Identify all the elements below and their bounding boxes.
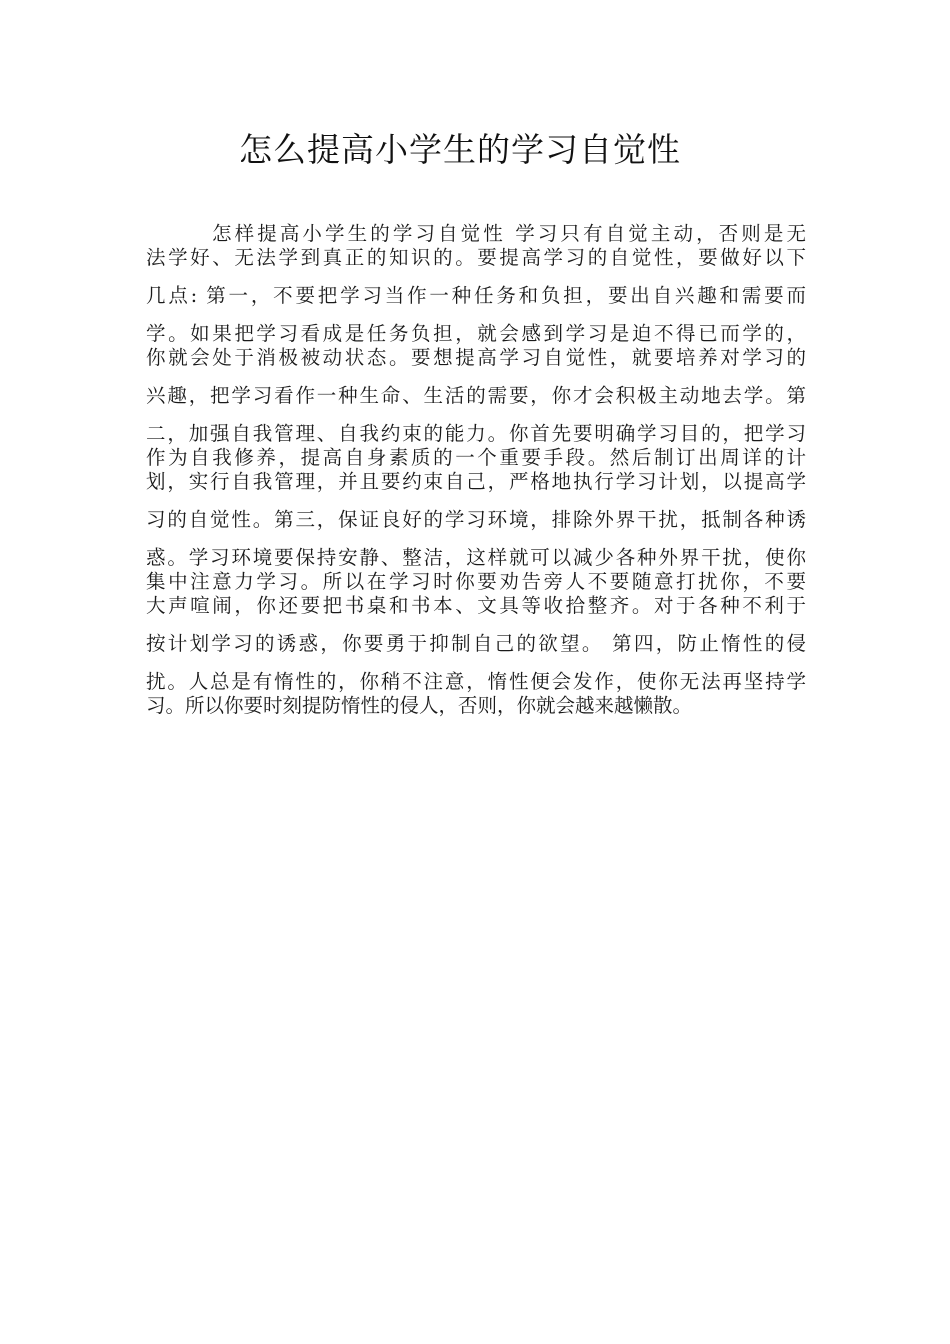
body-line: 习。所以你要时刻提防惰性的侵人，否则，你就会越来越懒散。: [146, 694, 693, 717]
body-line: 扰。人总是有惰性的，你稍不注意，惰性便会发作，使你无法再坚持学: [146, 670, 806, 693]
body-line: 惑。学习环境要保持安静、整洁，这样就可以减少各种外界干扰，使你: [146, 546, 806, 569]
document-title: 怎么提高小学生的学习自觉性: [239, 130, 681, 169]
body-line: 学。如果把学习看成是任务负担，就会感到学习是迫不得已而学的，: [146, 322, 806, 345]
body-line: 法学好、无法学到真正的知识的。要提高学习的自觉性，要做好以下: [146, 246, 806, 269]
body-line: 几点: 第一，不要把学习当作一种任务和负担，要出自兴趣和需要而: [146, 284, 806, 307]
body-line: 习的自觉性。第三，保证良好的学习环境，排除外界干扰，抵制各种诱: [146, 508, 806, 531]
body-line: 集中注意力学习。所以在学习时你要劝告旁人不要随意打扰你，不要: [146, 570, 806, 593]
body-line: 怎样提高小学生的学习自觉性 学习只有自觉主动，否则是无: [212, 222, 806, 245]
body-line: 按计划学习的诱惑，你要勇于抑制自己的欲望。 第四，防止惰性的侵: [146, 632, 806, 655]
body-line: 二，加强自我管理、自我约束的能力。你首先要明确学习目的，把学习: [146, 422, 806, 445]
body-line: 划，实行自我管理，并且要约束自己，严格地执行学习计划，以提高学: [146, 470, 806, 493]
body-line: 你就会处于消极被动状态。要想提高学习自觉性，就要培养对学习的: [146, 346, 806, 369]
body-line: 兴趣，把学习看作一种生命、生活的需要，你才会积极主动地去学。第: [146, 384, 806, 407]
body-line: 作为自我修养，提高自身素质的一个重要手段。然后制订出周详的计: [146, 446, 806, 469]
body-line: 大声喧闹，你还要把书桌和书本、文具等收拾整齐。对于各种不利于: [146, 594, 806, 617]
document-body: [146, 222, 806, 718]
